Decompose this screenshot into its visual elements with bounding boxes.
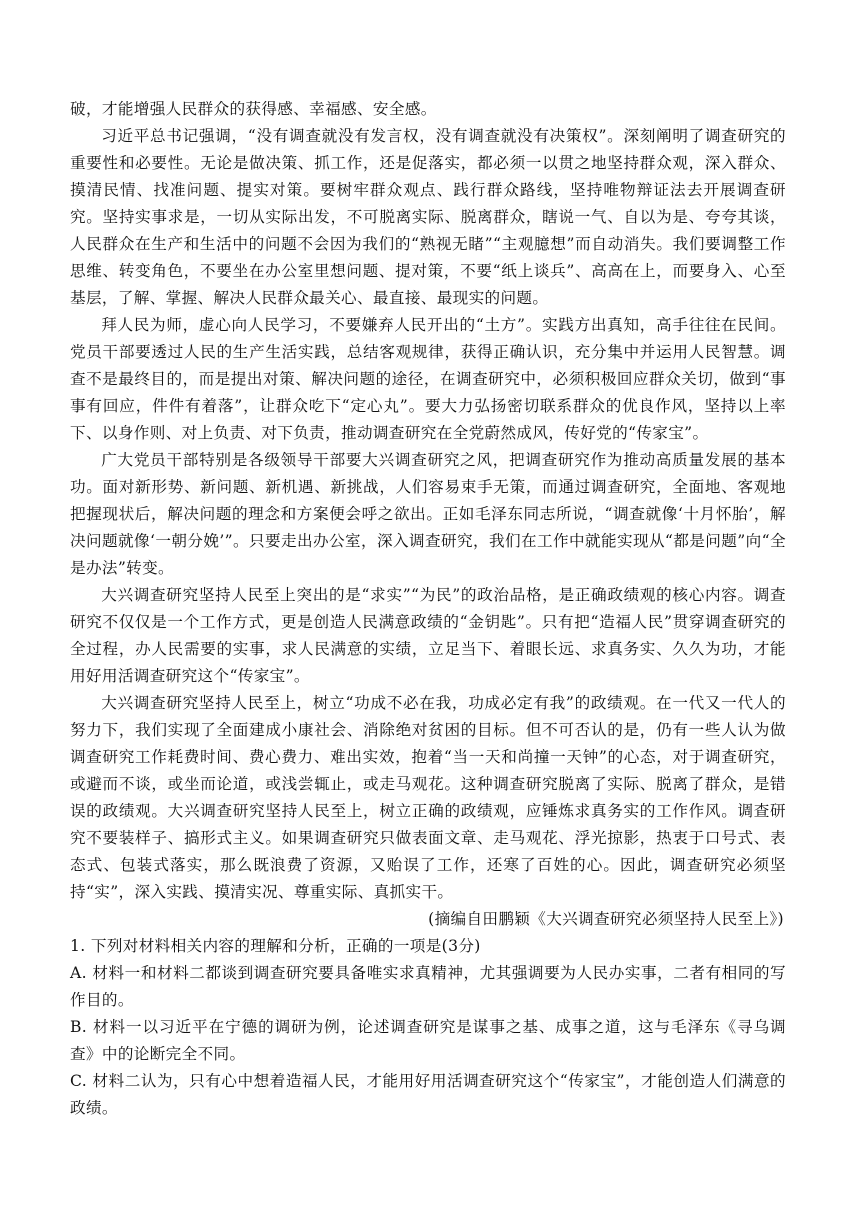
option-a: A. 材料一和材料二都谈到调查研究要具备唯实求真精神，尤其强调要为人民办实事，二者有相同的写作目的。	[70, 964, 786, 1009]
paragraph: 习近平总书记强调，“没有调查就没有发言权，没有调查就没有决策权”。深刻阐明了调查研究的重要性和必要性。无论是做决策、抓工作，还是促落实，都必须一以贯之地坚持群众观，深入群众、摸清民情、找准问题、提实对策。要树牢群众观点、践行群众路线，坚持唯物辩证法去开展调查研究。坚持实事求是，一切从实际出发，不可脱离实际、脱离群众，瞎说一气、自以为是、夸夸其谈，人民群众在生产和生活中的问题不会因为我们的“熟视无睹”“主观臆想”而自动消失。我们要调整工作思维、转变角色，不要坐在办公室里想问题、提对策，不要“纸上谈兵”、高高在上，而要身入、心至基层，了解、掌握、解决人民群众最关心、最直接、最现实的问题。	[70, 127, 786, 307]
paragraph: 广大党员干部特别是各级领导干部要大兴调查研究之风，把调查研究作为推动高质量发展的基本功。面对新形势、新问题、新机遇、新挑战，人们容易束手无策，而通过调查研究，全面地、客观地把握现状后，解决问题的理念和方案便会呼之欲出。正如毛泽东同志所说，“调查就像‘十月怀胎’，解决问题就像‘一朝分娩’”。只要走出办公室，深入调查研究，我们在工作中就能实现从“都是问题”向“全是办法”转变。	[70, 451, 786, 577]
paragraph: 拜人民为师，虚心向人民学习，不要嫌弃人民开出的“土方”。实践方出真知，高手往往在民间。党员干部要透过人民的生产生活实践，总结客观规律，获得正确认识，充分集中并运用人民智慧。调查不是最终目的，而是提出对策、解决问题的途径，在调查研究中，必须积极回应群众关切，做到“事事有回应，件件有着落”，让群众吃下“定心丸”。要大力弘扬密切联系群众的优良作风，坚持以上率下、以身作则、对上负责、对下负责，推动调查研究在全党蔚然成风，传好党的“传家宝”。	[70, 316, 786, 442]
paragraph: 大兴调查研究坚持人民至上突出的是“求实”“为民”的政治品格，是正确政绩观的核心内容。调查研究不仅仅是一个工作方式，更是创造人民满意政绩的“金钥匙”。只有把“造福人民”贯穿调查研究的全过程，办人民需要的实事，求人民满意的实绩，立足当下、着眼长远、求真务实、久久为功，才能用好用活调查研究这个“传家宝”。	[70, 586, 786, 685]
option-b: B. 材料一以习近平在宁德的调研为例，论述调查研究是谋事之基、成事之道，这与毛泽东《寻乌调查》中的论断完全不同。	[70, 1018, 786, 1063]
source-citation: (摘编自田鹏颖《大兴调查研究必须坚持人民至上》)	[428, 910, 784, 928]
article-body	[70, 96, 786, 1122]
paragraph-continuation: 破，才能增强人民群众的获得感、幸福感、安全感。	[70, 100, 437, 118]
option-c: C. 材料二认为，只有心中想着造福人民，才能用好用活调查研究这个“传家宝”，才能创造人们满意的政绩。	[70, 1072, 786, 1117]
question-stem: 1. 下列对材料相关内容的理解和分析，正确的一项是(3分)	[70, 937, 481, 955]
paragraph: 大兴调查研究坚持人民至上，树立“功成不必在我，功成必定有我”的政绩观。在一代又一代人的努力下，我们实现了全面建成小康社会、消除绝对贫困的目标。但不可否认的是，仍有一些人认为做调查研究工作耗费时间、费心费力、难出实效，抱着“当一天和尚撞一天钟”的心态，对于调查研究，或避而不谈，或坐而论道，或浅尝辄止，或走马观花。这种调查研究脱离了实际、脱离了群众，是错误的政绩观。大兴调查研究坚持人民至上，树立正确的政绩观，应锤炼求真务实的工作作风。调查研究不要装样子、搞形式主义。如果调查研究只做表面文章、走马观花、浮光掠影，热衷于口号式、表态式、包装式落实，那么既浪费了资源，又贻误了工作，还寒了百姓的心。因此，调查研究必须坚持“实”，深入实践、摸清实况、尊重实际、真抓实干。	[70, 694, 786, 901]
